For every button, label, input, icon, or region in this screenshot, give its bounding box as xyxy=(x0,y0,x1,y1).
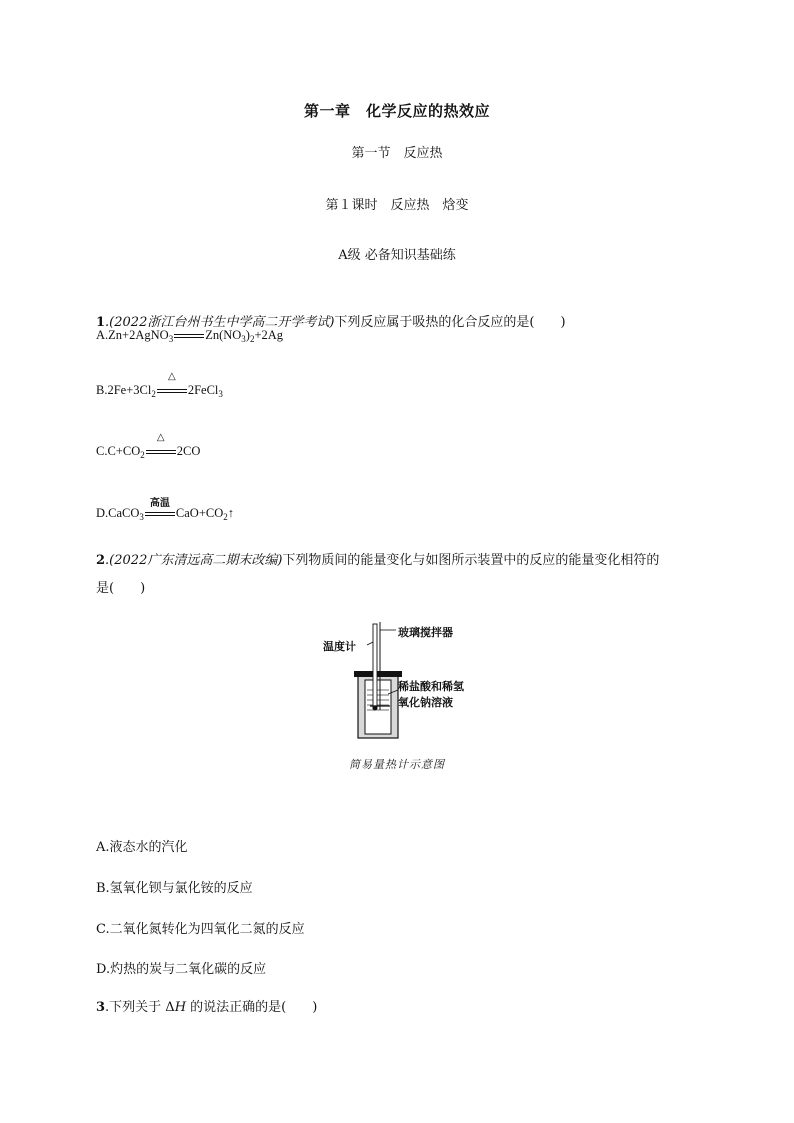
figure-caption: 简易量热计示意图 xyxy=(349,758,445,771)
section-title: 第一节 反应热 xyxy=(351,146,443,161)
option-2c[interactable]: C.二氧化氮转化为四氧化二氮的反应 xyxy=(96,922,305,937)
product-text: Zn(NO xyxy=(205,328,242,342)
question-source: .(2022广东清远高二期末改编) xyxy=(105,553,283,568)
product-text: 2FeCl xyxy=(187,383,219,397)
enthalpy-symbol: H xyxy=(174,1000,187,1015)
high-temp-condition: 高温 xyxy=(149,498,170,510)
product-text: 2CO xyxy=(176,444,201,458)
solution-label-line2: 氧化钠溶液 xyxy=(398,696,453,709)
subscript: 3 xyxy=(139,512,144,522)
gas-arrow: ↑ xyxy=(227,506,234,520)
subscript: 2 xyxy=(223,512,228,522)
reactant-text: 2Fe+3Cl xyxy=(107,383,152,397)
subscript: 3 xyxy=(218,389,223,399)
subscript: 2 xyxy=(151,389,156,399)
question-3-stem xyxy=(96,998,317,1018)
question-text: 的说法正确的是( ) xyxy=(186,1000,318,1015)
question-number: 2 xyxy=(96,553,106,568)
heat-condition: △ xyxy=(156,432,165,444)
reactant-text: CaCO xyxy=(108,506,140,520)
equals-sign xyxy=(157,371,187,397)
subscript: 3 xyxy=(168,334,174,344)
equals-sign xyxy=(145,498,175,520)
question-number: 3 xyxy=(96,1000,106,1015)
question-text: 下列反应属于吸热的化合反应的是( ) xyxy=(334,315,566,330)
subscript: 2 xyxy=(140,450,145,460)
level-title: A级 必备知识基础练 xyxy=(338,248,456,263)
option-label: C. xyxy=(96,444,108,458)
question-text: .下列关于 Δ xyxy=(105,1000,175,1015)
lesson-title: 第１课时 反应热 焓变 xyxy=(325,198,469,213)
option-1d[interactable] xyxy=(96,498,234,522)
calorimeter-figure xyxy=(318,618,498,746)
thermometer-label: 温度计 xyxy=(323,640,356,653)
option-2b[interactable]: B.氢氧化钡与氯化铵的反应 xyxy=(96,881,253,896)
equals-sign xyxy=(146,432,176,458)
product-text: ) xyxy=(245,328,250,342)
stirrer-label: 玻璃搅拌器 xyxy=(398,626,453,639)
question-source: .(2022浙江台州书生中学高二开学考试) xyxy=(105,315,335,330)
product-text: +2Ag xyxy=(254,328,284,342)
option-1b[interactable] xyxy=(96,371,223,399)
option-label: D. xyxy=(96,506,109,520)
question-2-stem-line2: 是( ) xyxy=(96,581,146,596)
question-text: 下列物质间的能量变化与如图所示装置中的反应的能量变化相符的 xyxy=(282,553,660,568)
option-1c[interactable] xyxy=(96,432,201,460)
option-2a[interactable]: A.液态水的汽化 xyxy=(96,840,188,855)
solution-label-line1: 稀盐酸和稀氢 xyxy=(398,680,464,693)
product-text: CaO+CO xyxy=(175,506,224,520)
chapter-title: 第一章 化学反应的热效应 xyxy=(303,102,490,120)
option-2d[interactable]: D.灼热的炭与二氧化碳的反应 xyxy=(96,962,267,977)
question-number: 1 xyxy=(96,315,106,330)
subscript: 3 xyxy=(241,334,246,344)
option-1a[interactable] xyxy=(96,328,283,344)
equals-sign xyxy=(174,330,204,342)
reactant-text: Zn+2AgNO xyxy=(108,328,169,342)
question-2-stem xyxy=(96,551,659,571)
option-label: A. xyxy=(96,328,109,342)
subscript: 2 xyxy=(249,334,255,344)
heat-condition: △ xyxy=(167,371,176,383)
reactant-text: C+CO xyxy=(107,444,141,458)
option-label: B. xyxy=(96,383,108,397)
